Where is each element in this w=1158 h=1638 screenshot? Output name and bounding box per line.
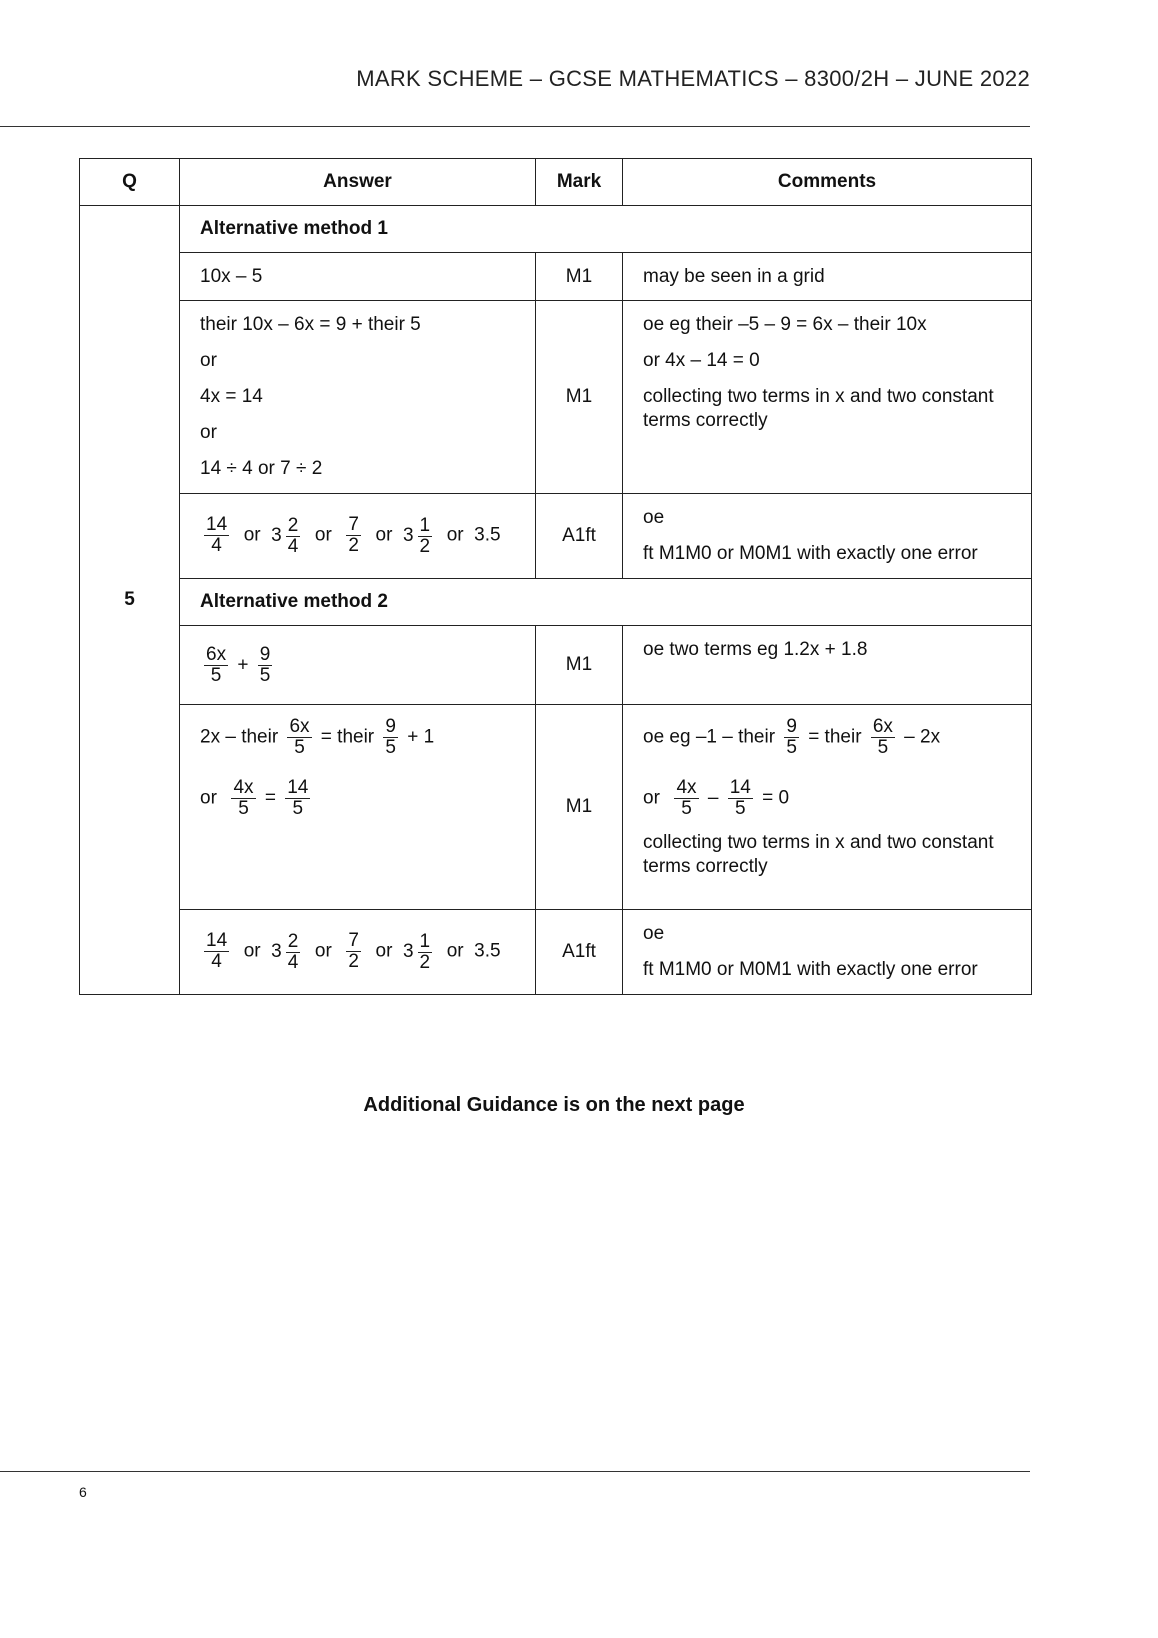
or: or bbox=[375, 525, 393, 546]
col-answer: Answer bbox=[180, 159, 536, 206]
fraction: $\frac{9}{5}$ bbox=[259, 643, 271, 686]
comment bbox=[623, 910, 1032, 995]
fraction: $\frac{6x}{5}$ bbox=[206, 643, 227, 686]
mark: M1 bbox=[536, 301, 623, 494]
comment bbox=[623, 301, 1032, 494]
answer-line: 2x – their $\frac{6x}{5}$ = their $\frac{9}{5}$ + 1 bbox=[200, 716, 435, 758]
answer-final: $\frac{14}{4}$ or 3 2 4 or $\frac{7}{2}$ or 3 1 2 or 3.5 bbox=[180, 494, 536, 579]
comment-line: ft M1M0 or M0M1 with exactly one error bbox=[643, 543, 978, 564]
plus: + bbox=[237, 654, 249, 676]
answer-line: or $\frac{4x}{5}$ = $\frac{14}{5}$ bbox=[200, 777, 309, 819]
or: or bbox=[314, 525, 332, 546]
answer-line: 4x = 14 bbox=[200, 386, 263, 407]
method-title: Alternative method 2 bbox=[180, 579, 1032, 626]
comment-line: oe eg –1 – their $\frac{9}{5}$ = their $\frac{6x}{5}$ – 2x bbox=[643, 716, 941, 758]
answer-line: or bbox=[200, 350, 217, 371]
answer bbox=[180, 705, 536, 910]
page-header: MARK SCHEME – GCSE MATHEMATICS – 8300/2H – JUNE 2022 bbox=[356, 66, 1030, 91]
comment-line: collecting two terms in x and two constant terms correctly bbox=[643, 832, 994, 877]
method-title: Alternative method 1 bbox=[180, 206, 1032, 253]
comment-line: oe bbox=[643, 507, 665, 528]
mark: A1ft bbox=[536, 494, 623, 579]
col-mark: Mark bbox=[536, 159, 623, 206]
comment bbox=[623, 626, 1032, 705]
answer: 10x – 5 bbox=[180, 253, 536, 301]
comment-line: collecting two terms in x and two constant terms correctly bbox=[643, 386, 994, 431]
col-comments: Comments bbox=[623, 159, 1032, 206]
fraction: $\frac{7}{2}$ bbox=[348, 514, 359, 557]
or: or bbox=[243, 525, 261, 546]
answer-line: their 10x – 6x = 9 + their 5 bbox=[200, 314, 421, 335]
mark-scheme-table bbox=[79, 158, 1032, 995]
comment-line: or 4x – 14 = 0 bbox=[643, 350, 760, 371]
answer-final: $\frac{14}{4}$ or 3 2 4 or $\frac{7}{2}$ or 3 1 2 or 3.5 bbox=[180, 910, 536, 995]
comment bbox=[623, 705, 1032, 910]
additional-guidance-note: Additional Guidance is on the next page bbox=[363, 1094, 745, 1116]
header-rule bbox=[0, 126, 1030, 127]
col-q: Q bbox=[80, 159, 180, 206]
answer bbox=[180, 301, 536, 494]
question-number: 5 bbox=[80, 206, 180, 995]
fraction: $\frac{14}{4}$ bbox=[206, 514, 228, 557]
comment-line: ft M1M0 or M0M1 with exactly one error bbox=[643, 959, 978, 980]
mark: M1 bbox=[536, 705, 623, 910]
comment-line: oe two terms eg 1.2x + 1.8 bbox=[643, 639, 868, 660]
mark: M1 bbox=[536, 626, 623, 705]
decimal: 3.5 bbox=[474, 525, 501, 546]
comment bbox=[623, 494, 1032, 579]
fraction: 2 4 bbox=[287, 514, 299, 557]
answer-line: 14 ÷ 4 or 7 ÷ 2 bbox=[200, 458, 323, 479]
fraction: 1 2 bbox=[419, 514, 431, 557]
comment: may be seen in a grid bbox=[623, 253, 1032, 301]
comment-line: or $\frac{4x}{5}$ – $\frac{14}{5}$ = 0 bbox=[643, 777, 790, 819]
answer-line: or bbox=[200, 422, 217, 443]
mark: M1 bbox=[536, 253, 623, 301]
or: or bbox=[446, 525, 464, 546]
mark: A1ft bbox=[536, 910, 623, 995]
comment-line: oe bbox=[643, 923, 665, 944]
footer-rule bbox=[0, 1471, 1030, 1472]
page-number: 6 bbox=[79, 1484, 87, 1500]
answer bbox=[180, 626, 536, 705]
comment-line: oe eg their –5 – 9 = 6x – their 10x bbox=[643, 314, 927, 335]
